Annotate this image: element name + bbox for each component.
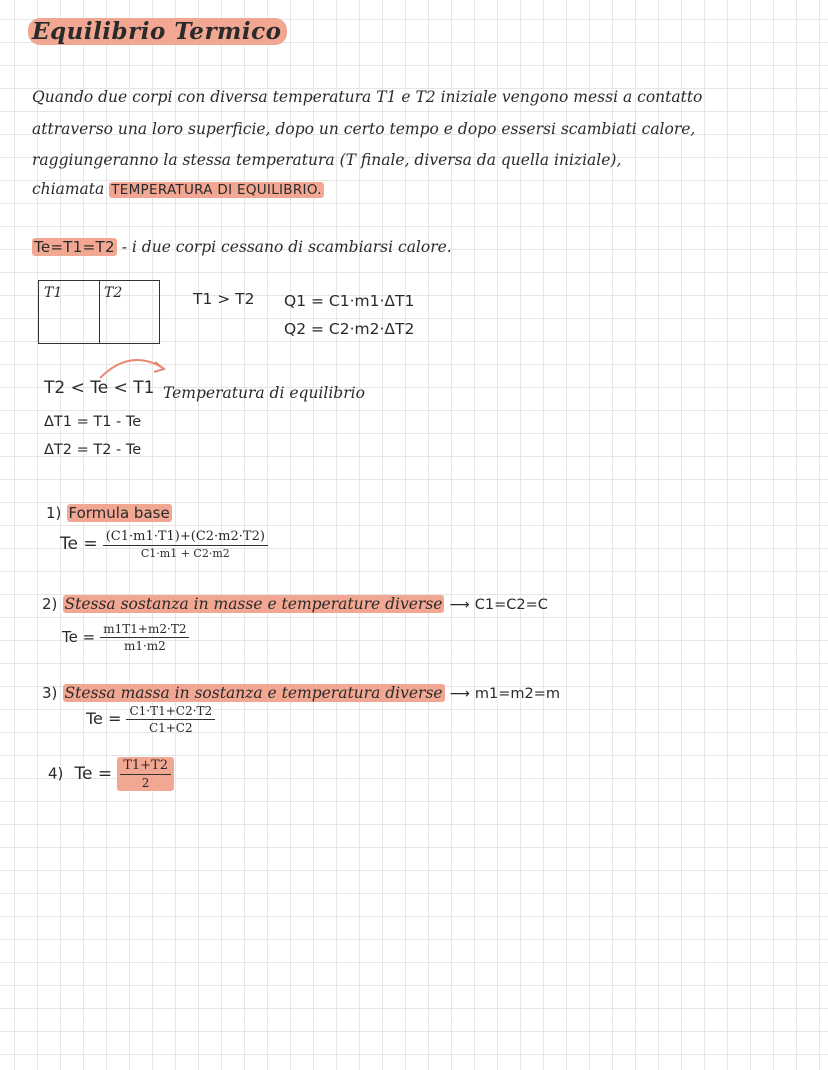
equality-line [32, 238, 452, 256]
intro-line-4: chiamata TEMPERATURA DI EQUILIBRIO. [32, 180, 322, 198]
case-3-heading: 3) Stessa massa in sostanza e temperatura diverse ⟶ m1=m2=m [42, 684, 560, 702]
case-2-arrow-icon: ⟶ [449, 597, 470, 613]
case-2-fraction: $\frac{m1T1+m2\cdot T2}{m1\cdot m2}$ [100, 622, 189, 653]
heat-q2-formula: Q2 = C2·m2·ΔT2 [284, 320, 415, 338]
case-2-title: Stessa sostanza in masse e temperature diverse [64, 595, 443, 613]
intro-line-3: raggiungeranno la stessa temperatura (T finale, diversa da quella iniziale), [32, 151, 622, 169]
bodies-diagram [38, 280, 160, 344]
delta-t1-formula: ΔT1 = T1 - Te [44, 414, 142, 430]
box-left-label: T1 [44, 285, 63, 301]
case-2-formula: Te = $\frac{m1T1+m2\cdot T2}{m1\cdot m2}$ [62, 622, 189, 653]
equilibrium-label: Temperatura di equilibrio [163, 384, 365, 402]
case-3-arrow-icon: ⟶ [449, 686, 470, 702]
diagram-divider [99, 281, 100, 343]
box-right-label: T2 [104, 285, 123, 301]
equilibrium-inequality: T2 < Te < T1 [44, 378, 155, 398]
case-3-title: Stessa massa in sostanza e temperatura diverse [64, 684, 443, 702]
intro-line-1: Quando due corpi con diversa temperatura T1 e T2 iniziale vengono messi a contatto [32, 88, 703, 106]
case-4-fraction: $\frac{T1+T2}{2}$ [117, 757, 174, 791]
heat-q1-formula: Q1 = C1·m1·ΔT1 [284, 292, 415, 310]
case-3-condition: m1=m2=m [474, 686, 560, 702]
case-3-formula: Te = $\frac{C1\cdot T1+C2\cdot T2}{C1+C2}$ [86, 704, 215, 735]
temperature-condition: T1 > T2 [193, 290, 255, 308]
case-2-condition: C1=C2=C [474, 597, 548, 613]
case-1-formula: Te = $\frac{(C1\cdot m1\cdot T1)+(C2\cdot m2\cdot T2)}{C1\cdot m1 + C2\cdot m2}$ [60, 529, 268, 560]
page-title: Equilibrio Termico [28, 18, 287, 45]
case-2-heading: 2) Stessa sostanza in masse e temperature diverse ⟶ C1=C2=C [42, 595, 548, 613]
curved-arrow-icon [95, 348, 175, 382]
case-1-heading: 1) Formula base [46, 504, 170, 522]
intro-line-2: attraverso una loro superficie, dopo un certo tempo e dopo essersi scambiati calore, [32, 120, 696, 138]
equality-formula: Te=T1=T2 [34, 238, 115, 256]
equilibrium-term-highlight: TEMPERATURA DI EQUILIBRIO. [111, 182, 322, 198]
case-3-fraction: $\frac{C1\cdot T1+C2\cdot T2}{C1+C2}$ [126, 704, 215, 735]
equality-text: - i due corpi cessano di scambiarsi calore. [121, 238, 452, 256]
case-4-formula: 4) Te = $\frac{T1+T2}{2}$ [48, 757, 174, 791]
delta-t2-formula: ΔT2 = T2 - Te [44, 442, 142, 458]
case-1-title: Formula base [68, 504, 170, 522]
case-1-fraction: $\frac{(C1\cdot m1\cdot T1)+(C2\cdot m2\cdot T2)}{C1\cdot m1 + C2\cdot m2}$ [103, 529, 268, 560]
